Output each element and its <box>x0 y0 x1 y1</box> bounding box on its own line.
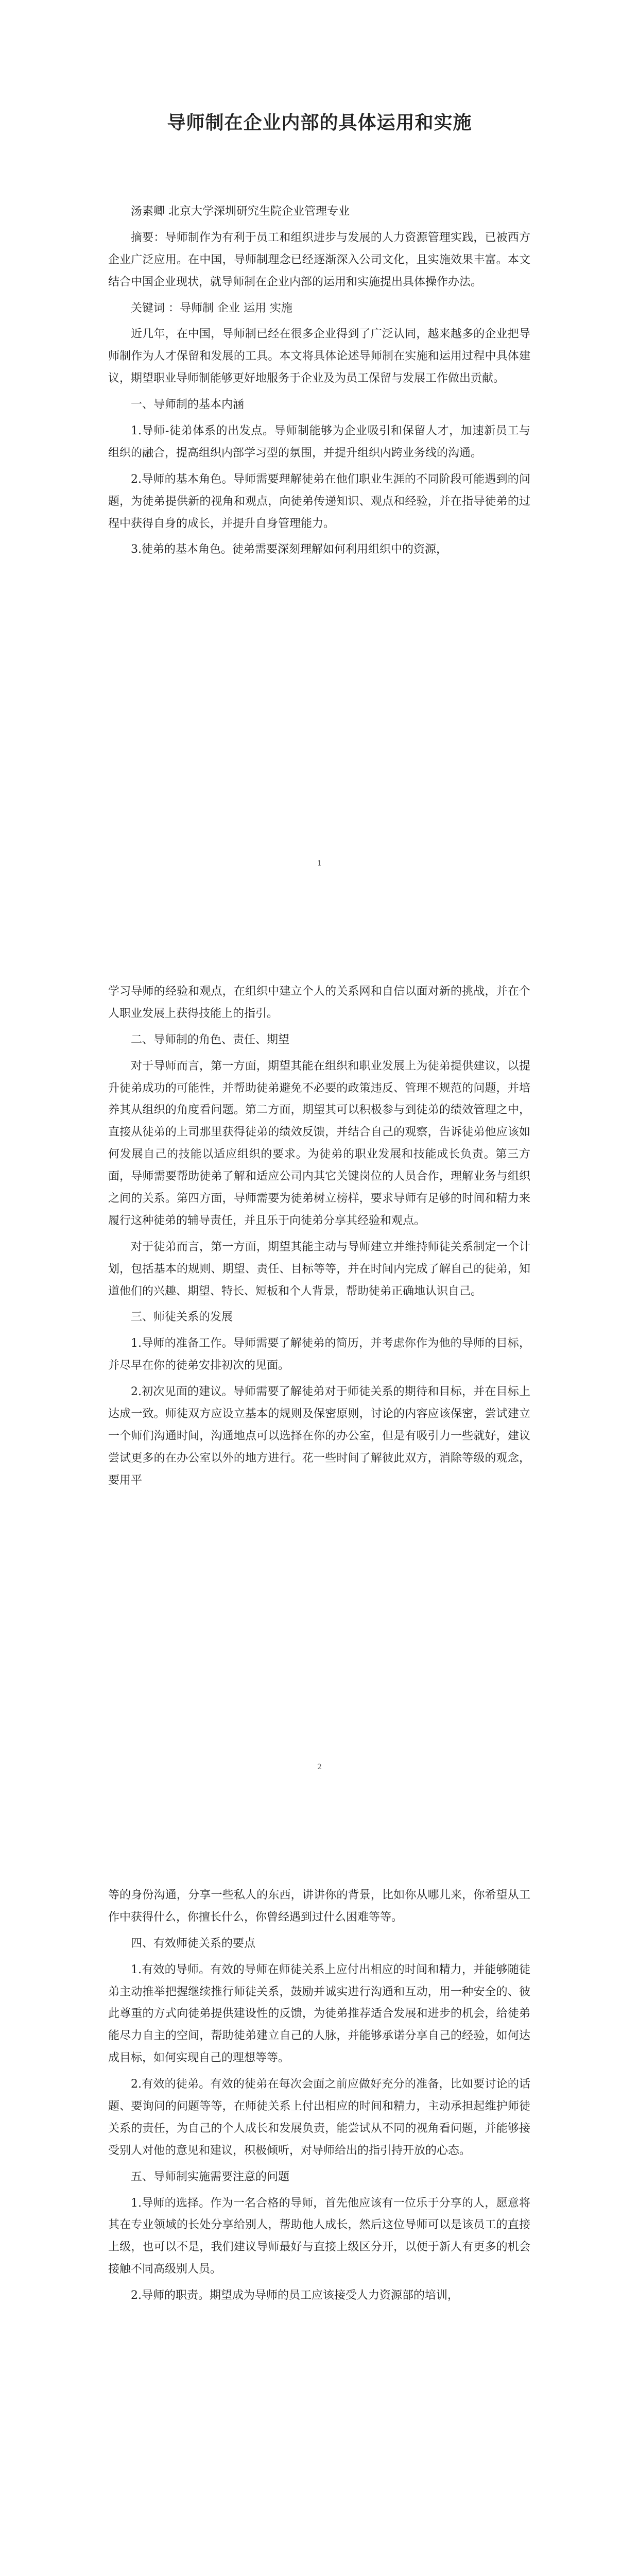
paragraph: 等的身份沟通，分享一些私人的东西，讲讲你的背景，比如你从哪儿来，你希望从工作中获得什么，你擅长什么，你曾经遇到过什么困难等等。 <box>108 1889 530 1924</box>
paragraph: 3.徒弟的基本角色。徒弟需要深刻理解如何利用组织中的资源， <box>131 543 447 556</box>
paragraph: 对于导师而言，第一方面，期望其能在组织和职业发展上为徒弟提供建议，以提升徒弟成功的可能性，并帮助徒弟避免不必要的政策违反、管理不规范的问题，并培养其从组织的角度看问题。第二方面，期望其可以积极参与到徒弟的绩效管理之中，直接从徒弟的上司那里获得徒弟的绩效反馈，并结合自己的观察，告诉徒弟他应该如何发展自己的技能以适应组织的要求。为徒弟的职业发展和技能成长负责。第三方面，导师需要帮助徒弟了解和适应公司内其它关键岗位的人员合作，理解业务与组织之间的关系。第四方面，导师需要为徒弟树立榜样，要求导师有足够的时间和精力来履行这种徒弟的辅导责任，并且乐于向徒弟分享其经验和观点。 <box>108 1059 530 1227</box>
section-heading-5: 五、导师制实施需要注意的问题 <box>131 2170 290 2183</box>
page-number: 1 <box>317 859 322 868</box>
section-heading-2: 二、导师制的角色、责任、期望 <box>131 1033 290 1046</box>
keywords: 关键词 ：导师制 企业 运用 实施 <box>131 301 292 315</box>
page-3-body <box>108 1885 530 2311</box>
paragraph: 1.导师-徒弟体系的出发点。导师制能够为企业吸引和保留人才，加速新员工与组织的融合，提高组织内部学习型的氛围，并提升组织内跨业务线的沟通。 <box>108 425 530 460</box>
paragraph: 2.导师的职责。期望成为导师的员工应该接受人力资源部的培训， <box>131 2289 459 2302</box>
author-line: 汤素卿 北京大学深圳研究生院企业管理专业 <box>131 205 350 218</box>
section-heading-4: 四、有效师徒关系的要点 <box>131 1937 256 1950</box>
page-1 <box>0 0 639 904</box>
section-heading-1: 一、导师制的基本内涵 <box>131 398 245 412</box>
page-3 <box>0 1807 639 2576</box>
paragraph: 2.导师的基本角色。导师需要理解徒弟在他们职业生涯的不同阶段可能遇到的问题，为徒弟提供新的视角和观点，向徒弟传递知识、观点和经验，并在指导徒弟的过程中获得自身的成长，并提升自身管理能力。 <box>108 472 530 530</box>
page-1-body <box>108 201 530 565</box>
paragraph: 2.有效的徒弟。有效的徒弟在每次会面之前应做好充分的准备，比如要讨论的话题、要询问的问题等等，在师徒关系上付出相应的时间和精力，主动承担起维护师徒关系的责任，为自己的个人成长和发展负责，能尝试从不同的视角看问题，并能够接受别人对他的意见和建议，积极倾听，对导师给出的指引持开放的心态。 <box>108 2078 530 2157</box>
page-2-body <box>108 981 530 1496</box>
document-title: 导师制在企业内部的具体运用和实施 <box>167 112 472 133</box>
paragraph: 1.导师的准备工作。导师需要了解徒弟的简历，并考虑你作为他的导师的目标，并尽早在你的徒弟安排初次的见面。 <box>108 1337 530 1372</box>
page-2 <box>0 904 639 1807</box>
paragraph: 1.导师的选择。作为一名合格的导师，首先他应该有一位乐于分享的人，愿意将其在专业领域的长处分享给别人，帮助他人成长，然后这位导师可以是该员工的直接上级，也可以不是，我们建议导师最好与直接上级区分开，以便于新人有更多的机会接触不同高级别人员。 <box>108 2196 530 2276</box>
paragraph: 1.有效的导师。有效的导师在师徒关系上应付出相应的时间和精力，并能够随徒弟主动推举把握继续推行师徒关系，鼓励并诚实进行沟通和互动，用一种安全的、彼此尊重的方式向徒弟提供建设性的反馈，为徒弟推荐适合发展和进步的机会，给徒弟能尽力自主的空间，帮助徒弟建立自己的人脉，并能够承诺分享自己的经验，如何达成目标，如何实现自己的理想等等。 <box>108 1963 530 2065</box>
intro-paragraph: 近几年，在中国，导师制已经在很多企业得到了广泛认同，越来越多的企业把导师制作为人才保留和发展的工具。本文将具体论述导师制在实施和运用过程中具体建议，期望职业导师制能够更好地服务于企业及为员工保留与发展工作做出贡献。 <box>108 328 530 385</box>
abstract: 摘要：导师制作为有利于员工和组织进步与发展的人力资源管理实践，已被西方企业广泛应用。在中国，导师制理念已经逐渐深入公司文化，且实施效果丰富。本文结合中国企业现状，就导师制在企业内部的运用和实施提出具体操作办法。 <box>108 231 530 289</box>
section-heading-3: 三、师徒关系的发展 <box>131 1311 233 1324</box>
paragraph: 2.初次见面的建议。导师需要了解徒弟对于师徒关系的期待和目标，并在目标上达成一致。师徒双方应设立基本的规则及保密原则，讨论的内容应该保密，尝试建立一个师们沟通时间，沟通地点可以选择在你的办公室，但是有吸引力一些就好，建议尝试更多的在办公室以外的地方进行。花一些时间了解彼此双方，消除等级的观念，要用平 <box>108 1385 530 1487</box>
paragraph: 对于徒弟而言，第一方面，期望其能主动与导师建立并维持师徒关系制定一个计划，包括基本的规则、期望、责任、目标等等，并在时间内完成了解自己的徒弟，知道他们的兴趣、期望、特长、短板和个人背景，帮助徒弟正确地认识自己。 <box>108 1240 530 1298</box>
paragraph: 学习导师的经验和观点，在组织中建立个人的关系网和自信以面对新的挑战，并在个人职业发展上获得技能上的指引。 <box>108 985 530 1020</box>
page-number: 2 <box>317 1763 322 1771</box>
